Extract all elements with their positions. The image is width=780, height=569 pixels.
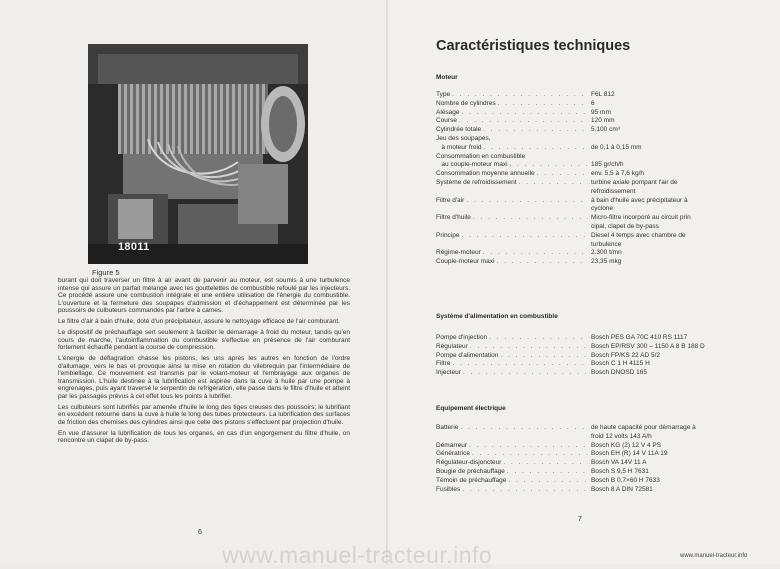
spec-row bbox=[436, 442, 766, 451]
leader-dots bbox=[467, 442, 588, 451]
spec-label-cell bbox=[436, 477, 588, 486]
spec-value: cipal, clapet de by-pass bbox=[591, 222, 659, 230]
spec-label-cell bbox=[436, 197, 588, 206]
spec-label-cell bbox=[436, 135, 588, 144]
spec-label-cell bbox=[436, 334, 588, 343]
leader-dots bbox=[436, 241, 588, 250]
spec-list-alimentation bbox=[436, 334, 766, 378]
spec-value: cyclone bbox=[591, 205, 614, 213]
spec-label: Fusibles bbox=[436, 485, 461, 493]
spec-label: au couple-moteur maxi bbox=[436, 161, 508, 169]
leader-dots bbox=[525, 153, 588, 162]
spec-row bbox=[436, 179, 766, 188]
spec-row bbox=[436, 424, 766, 433]
spec-value bbox=[588, 153, 766, 162]
spec-row bbox=[436, 109, 766, 118]
leader-dots bbox=[487, 334, 588, 343]
spec-label: Système de refroidissement bbox=[436, 178, 517, 186]
spec-label-cell bbox=[436, 205, 588, 214]
spec-row bbox=[436, 126, 766, 135]
spec-value: froid 12 volts 143 A/h bbox=[591, 432, 652, 440]
spec-label-cell bbox=[436, 343, 588, 352]
spec-row bbox=[436, 91, 766, 100]
spec-label: Filtre bbox=[436, 360, 451, 368]
spec-label-cell bbox=[436, 433, 588, 442]
spec-label: Nombre de cylindres bbox=[436, 99, 496, 107]
spec-value: 23,35 mkg bbox=[591, 258, 622, 266]
page-title: Caractéristiques techniques bbox=[436, 38, 631, 54]
leader-dots bbox=[495, 258, 588, 267]
spec-row bbox=[436, 135, 766, 144]
engine-photo-illustration bbox=[88, 44, 308, 264]
spec-label: Couple-moteur maxi bbox=[436, 258, 495, 266]
spec-value: Bosch S 9,5 H 7631 bbox=[591, 467, 649, 475]
spec-value: Diesel 4 temps avec chambre de bbox=[591, 231, 686, 239]
spec-value: Bosch C 1 H 4115 H bbox=[591, 360, 650, 368]
leader-dots bbox=[436, 205, 588, 214]
spec-label-cell bbox=[436, 450, 588, 459]
leader-dots bbox=[436, 188, 588, 197]
spec-value: de 0,1 à 0,15 mm bbox=[591, 143, 642, 151]
spec-value: Bosch 8 A DIN 72581 bbox=[591, 485, 653, 493]
spec-label: Filtre d'huile bbox=[436, 214, 471, 222]
spec-value: à bain d'huile avec précipitateur à bbox=[591, 196, 688, 204]
leader-dots bbox=[498, 352, 588, 361]
spec-row bbox=[436, 334, 766, 343]
spec-label: Alésage bbox=[436, 108, 460, 116]
paragraph: Le filtre d'air à bain d'huile, doté d'un précipitateur, assure le nettoyage efficace de l'air comburant. bbox=[58, 318, 340, 325]
leader-dots bbox=[457, 117, 588, 126]
leader-dots bbox=[450, 360, 588, 369]
section-title: Moteur bbox=[436, 74, 458, 81]
leader-dots bbox=[508, 161, 588, 170]
spec-value: 2.300 t/mn bbox=[591, 249, 622, 257]
spec-value: turbine axiale pompant l'air de bbox=[591, 178, 678, 186]
spec-label-cell bbox=[436, 100, 588, 109]
spec-row bbox=[436, 170, 766, 179]
spec-label-cell bbox=[436, 223, 588, 232]
spec-label: Consommation en combustible bbox=[436, 152, 526, 160]
leader-dots bbox=[436, 433, 588, 442]
spec-row bbox=[436, 161, 766, 170]
spec-label: Pompe d'alimentation bbox=[436, 351, 499, 359]
spec-value: Micro-filtre incorporé au circuit prin bbox=[591, 214, 691, 222]
spec-label: Démarreur bbox=[436, 441, 468, 449]
leader-dots bbox=[460, 486, 588, 495]
spec-row bbox=[436, 352, 766, 361]
section-moteur bbox=[436, 74, 766, 267]
spec-row bbox=[436, 486, 766, 495]
leader-dots bbox=[482, 144, 588, 153]
paragraph: Le dispositif de préchauffage sert seulement à faciliter le démarrage à froid du moteur, tandis qu'en cours de marche, l'autoinflammation du combustible s'effectue en présence de l'air comburant fortement échauffé pendant la course de compression. bbox=[58, 329, 350, 351]
spec-row bbox=[436, 117, 766, 126]
spec-label: à moteur froid bbox=[436, 143, 482, 151]
leader-dots bbox=[491, 135, 588, 144]
spec-row bbox=[436, 197, 766, 206]
spec-row bbox=[436, 360, 766, 369]
spec-value: F6L 812 bbox=[591, 91, 615, 98]
spec-label-cell bbox=[436, 459, 588, 468]
spec-value: Bosch VA 14V 11 A bbox=[591, 459, 647, 467]
spec-label-cell bbox=[436, 91, 588, 100]
body-text bbox=[58, 277, 350, 448]
footer-url: www.manuel-tracteur.info bbox=[680, 553, 748, 559]
spec-row bbox=[436, 232, 766, 241]
spec-list-electrique bbox=[436, 424, 766, 494]
leader-dots bbox=[459, 232, 588, 241]
leader-dots bbox=[505, 468, 588, 477]
spec-row bbox=[436, 100, 766, 109]
spec-label-cell bbox=[436, 442, 588, 451]
spec-row bbox=[436, 241, 766, 250]
spec-label-cell bbox=[436, 258, 588, 267]
spec-value: Bosch B 0,7×60 H 7633 bbox=[591, 476, 660, 484]
leader-dots bbox=[471, 214, 588, 223]
spec-label-cell bbox=[436, 117, 588, 126]
photo-reference-number: 18011 bbox=[118, 241, 150, 253]
spec-value: turbulence bbox=[591, 240, 622, 248]
spec-value: Bosch FP/KS 22 AD 5/2 bbox=[591, 351, 661, 359]
leader-dots bbox=[481, 249, 588, 258]
spec-label-cell bbox=[436, 468, 588, 477]
spec-label: Injecteur bbox=[436, 369, 461, 377]
section-title: Equipement électrique bbox=[436, 405, 506, 412]
leader-dots bbox=[460, 109, 589, 118]
spec-label: Filtre d'air bbox=[436, 196, 465, 204]
leader-dots bbox=[450, 91, 588, 100]
spec-row bbox=[436, 459, 766, 468]
leader-dots bbox=[506, 477, 588, 486]
spec-value: Bosch EP/RSV 300 – 1150 A 8 B 188 D bbox=[591, 342, 705, 350]
spec-label: Jeu des soupapes, bbox=[436, 134, 491, 142]
leader-dots bbox=[535, 170, 588, 179]
left-page bbox=[0, 0, 388, 564]
spec-label-cell bbox=[436, 153, 588, 162]
leader-dots bbox=[458, 424, 588, 433]
spec-label: Témoin de préchauffage bbox=[436, 476, 507, 484]
page-number-left: 6 bbox=[198, 529, 202, 536]
spec-label-cell bbox=[436, 232, 588, 241]
spec-row bbox=[436, 214, 766, 223]
spec-row bbox=[436, 249, 766, 258]
leader-dots bbox=[461, 369, 588, 378]
spec-label: Pompe d'injection bbox=[436, 334, 488, 341]
spec-label: Régulateur bbox=[436, 342, 468, 350]
spec-row bbox=[436, 258, 766, 267]
spec-label: Consommation moyenne annuelle bbox=[436, 170, 535, 178]
paragraph: Les culbuteurs sont lubrifiés par amenée d'huile le long des tiges creuses des poussoirs; le lubrifiant en excédent retourne dans la cuve à huile le long des tubes protecteurs. La lubrification des surfaces de friction des chemises des cylindres ainsi que celle des pistons s'effectuent par projection d'huile. bbox=[58, 403, 350, 426]
spec-label-cell bbox=[436, 161, 588, 170]
spec-label-cell bbox=[436, 188, 588, 197]
spec-row bbox=[436, 153, 766, 162]
spec-row bbox=[436, 450, 766, 459]
spec-value: 6 bbox=[591, 99, 595, 107]
spec-label-cell bbox=[436, 179, 588, 188]
spec-value: Bosch KG (2) 12 V 4 PS bbox=[591, 441, 662, 449]
spec-label-cell bbox=[436, 486, 588, 495]
spec-row bbox=[436, 468, 766, 477]
engine-photo bbox=[88, 44, 308, 264]
spec-label-cell bbox=[436, 214, 588, 223]
spec-value: 120 mm bbox=[591, 117, 615, 125]
spec-label-cell bbox=[436, 109, 588, 118]
spec-value: 185 gr/ch/h bbox=[591, 161, 624, 169]
spec-value: 5.100 cm³ bbox=[591, 126, 620, 134]
leader-dots bbox=[464, 197, 588, 206]
spec-label-cell bbox=[436, 170, 588, 179]
spec-value bbox=[588, 135, 766, 144]
spec-value: env. 5,5 à 7,6 kg/h bbox=[591, 170, 644, 178]
spec-value: Bosch EH (R) 14 V 11A 19 bbox=[591, 450, 668, 458]
spec-row bbox=[436, 433, 766, 442]
spec-row bbox=[436, 343, 766, 352]
section-alimentation bbox=[436, 313, 766, 378]
spec-row bbox=[436, 188, 766, 197]
spec-value: de haute capacité pour démarrage à bbox=[591, 424, 696, 431]
spec-row bbox=[436, 223, 766, 232]
spec-row bbox=[436, 477, 766, 486]
spec-label: Batterie bbox=[436, 424, 459, 431]
leader-dots bbox=[481, 126, 588, 135]
spec-label: Principe bbox=[436, 231, 460, 239]
paragraph: En vue d'assurer la lubrification de tous les organes, en cas d'un engorgement du filtre d'huile, on rencontre un clapet de by-pass. bbox=[58, 429, 350, 444]
spec-label-cell bbox=[436, 249, 588, 258]
spec-value: 95 mm bbox=[591, 108, 611, 116]
watermark: www.manuel-tracteur.info bbox=[222, 542, 493, 568]
leader-dots bbox=[496, 100, 588, 109]
spec-label-cell bbox=[436, 241, 588, 250]
leader-dots bbox=[470, 450, 588, 459]
leader-dots bbox=[517, 179, 588, 188]
spec-label-cell bbox=[436, 360, 588, 369]
spec-row bbox=[436, 144, 766, 153]
spec-label-cell bbox=[436, 144, 588, 153]
leader-dots bbox=[436, 223, 588, 232]
spec-label-cell bbox=[436, 352, 588, 361]
section-title: Système d'alimentation en combustible bbox=[436, 313, 558, 320]
spec-label: Régime-moteur bbox=[436, 249, 481, 257]
leader-dots bbox=[468, 343, 588, 352]
spec-label: Régulateur-disjoncteur bbox=[436, 459, 502, 467]
paragraph: L'énergie de déflagration chasse les pistons, les uns après les autres en fonction de l'ordre d'allumage, vers le bas et provoque ainsi la mise en rotation du vilebrequin par l'intermédiaire de l'embiellage. Ce mouvement est transmis par le volant-moteur et l'embrayage aux organes de transmission. L'huile destinée à la lubrification est aspirée dans la cuve à huile par une pompe à engrenages, puis ayant traversé le serpentin de refrigération, elle passe dans le filtre d'huile et atteint par les passages prévus à cet effet tous les points à lubrifier. bbox=[58, 355, 350, 400]
page-number-right: 7 bbox=[578, 516, 582, 523]
spec-label-cell bbox=[436, 424, 588, 433]
spec-label: Course bbox=[436, 117, 457, 125]
spec-label-cell bbox=[436, 369, 588, 378]
spec-label-cell bbox=[436, 126, 588, 135]
spec-value: Bosch PES GA 70C 410 RS 1117 bbox=[591, 334, 688, 341]
figure-caption: Figure 5 bbox=[92, 268, 120, 277]
paragraph: burant qui doit traverser un filtre à air avant de parvenir au moteur, est soumis à une turbulence intense qui assure un parfait mélange avec les gouttelettes de combustible refoulé par les injecteurs. Ce procédé assure une combustion intégrale et une entière utilisation de l'énergie du combustible. L'ouverture et la fermeture des soupapes d'admission et d'échappement est déterminée par les poussoirs de culbuteurs commandés par l'arbre à cames. bbox=[58, 277, 350, 314]
spec-label: Cylindrée totale bbox=[436, 126, 482, 134]
spec-value: Bosch DNOSD 165 bbox=[591, 369, 647, 377]
leader-dots bbox=[501, 459, 588, 468]
spec-row bbox=[436, 369, 766, 378]
spec-list-moteur bbox=[436, 91, 766, 267]
section-electrique bbox=[436, 405, 766, 494]
spec-row bbox=[436, 205, 766, 214]
spec-label: Bougie de préchauffage bbox=[436, 467, 505, 475]
spec-label: Type bbox=[436, 91, 451, 98]
spec-value: refroidissement bbox=[591, 187, 636, 195]
spec-label: Génératrice bbox=[436, 450, 470, 458]
